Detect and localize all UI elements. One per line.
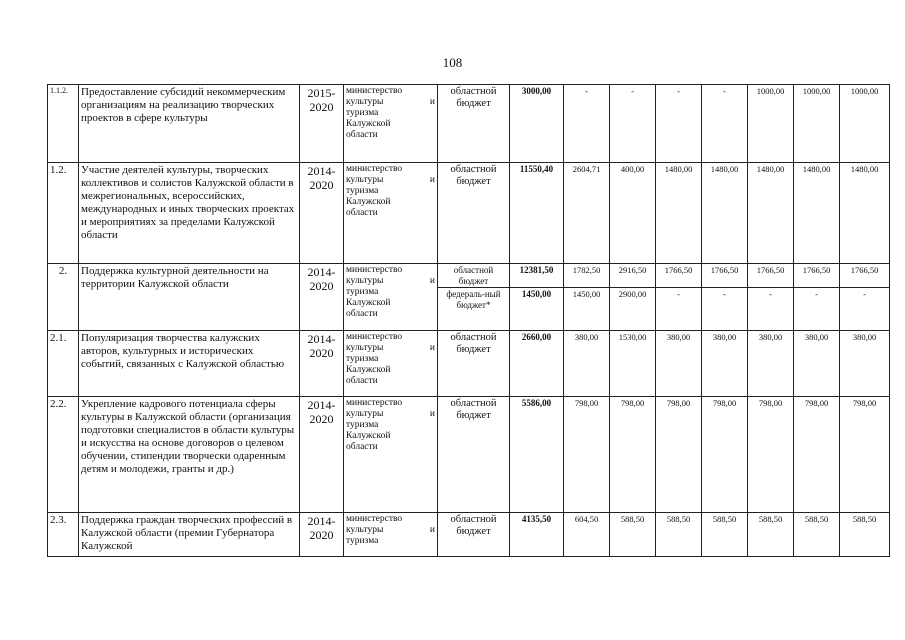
year-amount: 1480,00 — [656, 163, 702, 264]
year-amount: 380,00 — [794, 331, 840, 397]
year-amount: 1480,00 — [702, 163, 748, 264]
table-row — [48, 331, 890, 397]
total-amount: 2660,00 — [510, 331, 564, 397]
table-row — [48, 397, 890, 513]
row-number: 2.3. — [48, 513, 79, 557]
year-amount: 380,00 — [656, 331, 702, 397]
funding-source: областной бюджет — [438, 85, 510, 163]
year-amount: 588,50 — [702, 513, 748, 557]
row-number: 2.2. — [48, 397, 79, 513]
table-row — [48, 85, 890, 163]
total-amount: 1450,00 — [510, 288, 564, 331]
funding-source: областной бюджет — [438, 397, 510, 513]
measure-name: Участие деятелей культуры, творческих коллективов и солистов Калужской области в межрегиональных, всероссийских, международных и иных творческих проектах и мероприятиях за пределами Калужской области — [79, 163, 300, 264]
year-amount: - — [610, 85, 656, 163]
year-amount: 1480,00 — [748, 163, 794, 264]
funding-source: областной бюджет — [438, 513, 510, 557]
measure-name: Поддержка культурной деятельности на территории Калужской области — [79, 264, 300, 331]
executor: министерство культуры и туризма Калужской области — [344, 264, 438, 331]
year-amount: - — [656, 288, 702, 331]
funding-source: федераль-ный бюджет* — [438, 288, 510, 331]
year-amount: 588,50 — [794, 513, 840, 557]
funding-source: областной бюджет — [438, 264, 510, 288]
year-amount: 2916,50 — [610, 264, 656, 288]
year-amount: 588,50 — [610, 513, 656, 557]
year-amount: 588,50 — [656, 513, 702, 557]
total-amount: 4135,50 — [510, 513, 564, 557]
year-amount: 798,00 — [610, 397, 656, 513]
year-amount: 2900,00 — [610, 288, 656, 331]
year-amount: 1782,50 — [564, 264, 610, 288]
year-amount: 798,00 — [564, 397, 610, 513]
year-amount: - — [564, 85, 610, 163]
row-number: 2. — [48, 264, 79, 331]
period: 2014-2020 — [300, 264, 344, 331]
year-amount: 1766,50 — [794, 264, 840, 288]
year-amount: 1766,50 — [840, 264, 890, 288]
year-amount: 798,00 — [794, 397, 840, 513]
executor: министерство культуры и туризма Калужской области — [344, 397, 438, 513]
table-row — [48, 513, 890, 557]
budget-table — [47, 84, 890, 557]
year-amount: 380,00 — [748, 331, 794, 397]
executor: министерство культуры и туризма Калужской области — [344, 163, 438, 264]
table-row — [48, 264, 890, 288]
year-amount: 380,00 — [840, 331, 890, 397]
year-amount: 400,00 — [610, 163, 656, 264]
period: 2014-2020 — [300, 397, 344, 513]
year-amount: 1766,50 — [656, 264, 702, 288]
year-amount: 1530,00 — [610, 331, 656, 397]
year-amount: 1766,50 — [702, 264, 748, 288]
year-amount: 2604,71 — [564, 163, 610, 264]
year-amount: 1766,50 — [748, 264, 794, 288]
measure-name: Поддержка граждан творческих профессий в Калужской области (премии Губернатора Калужской — [79, 513, 300, 557]
period: 2014-2020 — [300, 331, 344, 397]
year-amount: 380,00 — [702, 331, 748, 397]
year-amount: 1480,00 — [840, 163, 890, 264]
total-amount: 11550,40 — [510, 163, 564, 264]
year-amount: 1000,00 — [748, 85, 794, 163]
executor: министерство культуры и туризма Калужской области — [344, 331, 438, 397]
year-amount: 1450,00 — [564, 288, 610, 331]
table-row — [48, 163, 890, 264]
executor: министерство культуры и туризма Калужской области — [344, 85, 438, 163]
year-amount: 588,50 — [840, 513, 890, 557]
year-amount: 1480,00 — [794, 163, 840, 264]
measure-name: Предоставление субсидий некоммерческим организациям на реализацию творческих проектов в сфере культуры — [79, 85, 300, 163]
page-number: 108 — [442, 55, 463, 70]
period: 2014-2020 — [300, 513, 344, 557]
year-amount: 1000,00 — [840, 85, 890, 163]
year-amount: - — [702, 288, 748, 331]
measure-name: Укрепление кадрового потенциала сферы культуры в Калужской области (организация подготовки специалистов в области культуры и искусства на основе договоров о целевом обучении, стипендии творчески одаренным детям и молодежи, гранты и др.) — [79, 397, 300, 513]
total-amount: 3000,00 — [510, 85, 564, 163]
year-amount: 798,00 — [748, 397, 794, 513]
year-amount: 798,00 — [702, 397, 748, 513]
funding-source: областной бюджет — [438, 163, 510, 264]
year-amount: 798,00 — [656, 397, 702, 513]
executor: министерство культуры и туризма — [344, 513, 438, 557]
row-number: 1.2. — [48, 163, 79, 264]
year-amount: - — [840, 288, 890, 331]
funding-source: областной бюджет — [438, 331, 510, 397]
year-amount: 380,00 — [564, 331, 610, 397]
year-amount: 1000,00 — [794, 85, 840, 163]
year-amount: 588,50 — [748, 513, 794, 557]
period: 2014-2020 — [300, 163, 344, 264]
period: 2015-2020 — [300, 85, 344, 163]
total-amount: 5586,00 — [510, 397, 564, 513]
row-number: 1.1.2. — [48, 85, 79, 163]
total-amount: 12381,50 — [510, 264, 564, 288]
year-amount: - — [702, 85, 748, 163]
measure-name: Популяризация творчества калужских авторов, культурных и исторических событий, связанных с Калужской областью — [79, 331, 300, 397]
row-number: 2.1. — [48, 331, 79, 397]
year-amount: - — [656, 85, 702, 163]
year-amount: - — [748, 288, 794, 331]
year-amount: 798,00 — [840, 397, 890, 513]
year-amount: - — [794, 288, 840, 331]
year-amount: 604,50 — [564, 513, 610, 557]
